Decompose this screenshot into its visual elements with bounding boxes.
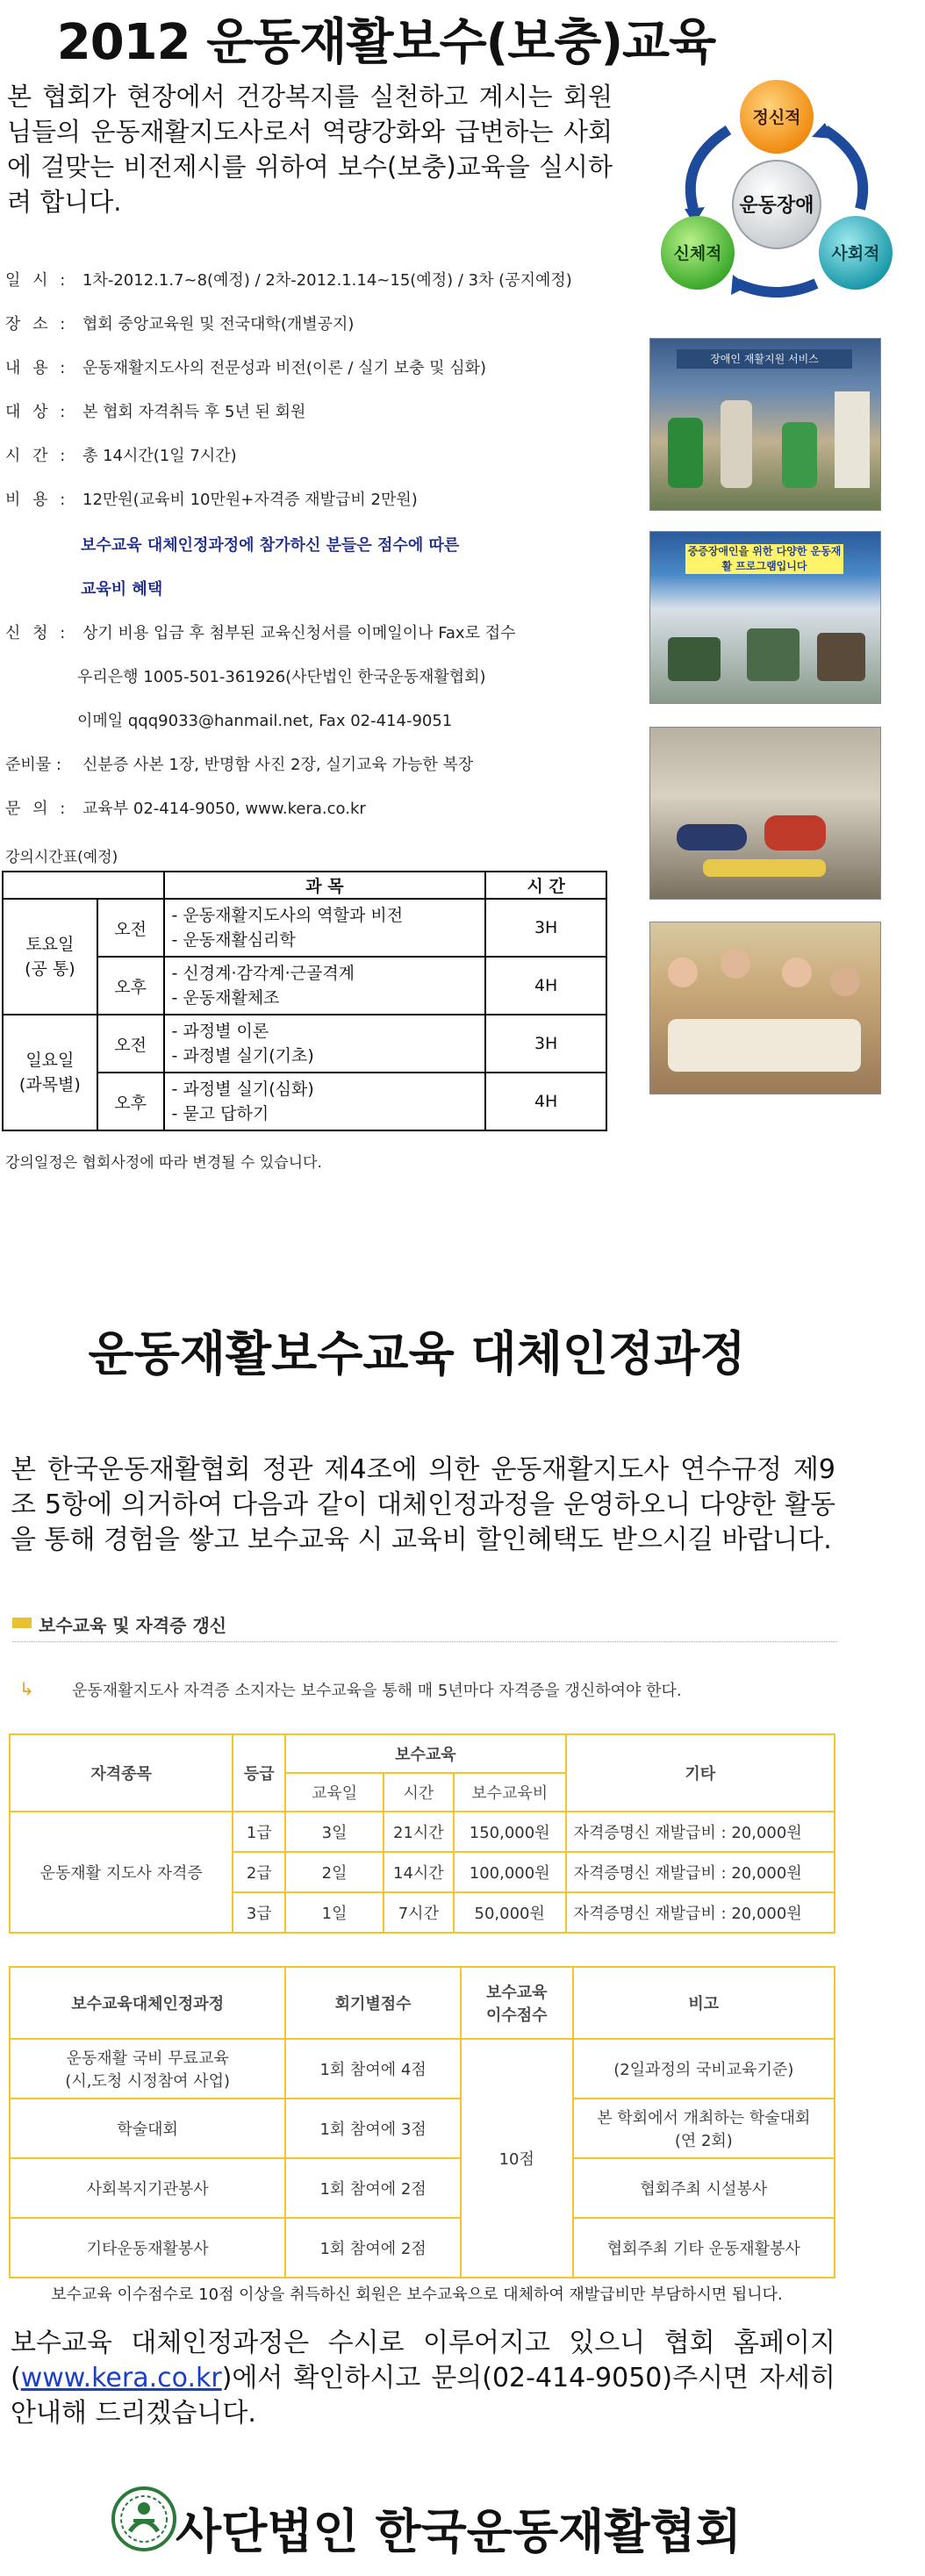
page-title: 2012 운동재활보수(보충)교육 — [56, 14, 716, 71]
grade-table — [9, 1733, 835, 1934]
total-header: 보수교육 이수점수 — [461, 1967, 573, 2039]
photo-group-session — [649, 922, 881, 1094]
note-cell: (2일과정의 국비교육기준) — [573, 2039, 835, 2099]
org-name: 사단법인 한국운동재활협회 — [176, 2504, 742, 2559]
period-cell: 오후 — [97, 1073, 164, 1130]
intro-text: 본 협회가 현장에서 건강복지를 실천하고 계시는 회원님들의 운동재활지도사로서 역량강화와 급변하는 사회에 걸맞는 비전제시를 위하여 보수(보충)교육을 실시하려 합니다. — [7, 82, 613, 217]
subject-header: 과 목 — [164, 872, 486, 899]
grade-cell: 1급 — [233, 1812, 285, 1852]
course-cell: 학술대회 — [10, 2099, 285, 2158]
info-target: 대 상 : 본 협회 자격취득 후 5년 된 회원 — [5, 403, 306, 421]
renewal-notice: 운동재활지도사 자격증 소지자는 보수교육을 통해 매 5년마다 자격증을 갱신하여야 한다. — [72, 1682, 682, 1700]
info-inquiry: 문 의 : 교육부 02-414-9050, www.kera.co.kr — [5, 800, 366, 818]
arrow-icon: ↳ — [19, 1678, 34, 1699]
period-cell: 오전 — [97, 899, 164, 957]
info-date: 일 시 : 1차-2012.1.7~8(예정) / 2차-2012.1.14~15(예정) / 3차 (공지예정) — [5, 271, 572, 290]
hours-cell: 3H — [485, 899, 606, 957]
subject-cell: - 신경계·감각계·근골격계 - 운동재활체조 — [164, 957, 486, 1015]
section2-subhead: 보수교육 및 자격증 갱신 — [39, 1615, 227, 1636]
grade-cell: 3급 — [233, 1892, 285, 1933]
motor-disability-diagram — [645, 77, 908, 314]
info-cost: 비 용 : 12만원(교육비 10만원+자격증 재발급비 2만원) — [5, 491, 418, 509]
days-cell: 2일 — [285, 1852, 384, 1892]
divider — [12, 1641, 837, 1643]
fee-cell: 150,000원 — [454, 1812, 566, 1852]
schedule-table — [2, 871, 607, 1131]
cert-name: 운동재활 지도사 자격증 — [10, 1812, 233, 1933]
info-apply: 신 청 : 상기 비용 입금 후 첨부된 교육신청서를 이메일이나 Fax로 접수 — [5, 624, 516, 642]
period-cell: 오후 — [97, 957, 164, 1015]
course-header: 보수교육대체인정과정 — [10, 1967, 285, 2039]
info-content: 내 용 : 운동재활지도사의 전문성과 비전(이론 / 실기 보충 및 심화) — [5, 359, 487, 377]
grade-header: 등급 — [233, 1734, 285, 1812]
course-cell: 기타운동재활봉사 — [10, 2218, 285, 2278]
days-cell: 3일 — [285, 1812, 384, 1852]
points-cell: 1회 참여에 3점 — [285, 2099, 461, 2158]
cycle-arrow-icon — [737, 283, 816, 292]
note-cell: 협회주최 시설봉사 — [573, 2158, 835, 2218]
note-cell: 협회주최 기타 운동재활봉사 — [573, 2218, 835, 2278]
days-cell: 1일 — [285, 1892, 384, 1933]
subject-cell: - 과정별 실기(심화) - 묻고 답하기 — [164, 1073, 486, 1130]
fee-cell: 100,000원 — [454, 1852, 566, 1892]
points-cell: 1회 참여에 2점 — [285, 2158, 461, 2218]
diagram-center-label: 운동장애 — [739, 195, 814, 217]
day-saturday: 토요일 (공 통) — [3, 899, 97, 1015]
hours-cell: 4H — [485, 1073, 606, 1130]
grade-cell: 2급 — [233, 1852, 285, 1892]
section-marker-icon — [12, 1618, 32, 1628]
days-header: 교육일 — [285, 1773, 384, 1812]
fee-cell: 50,000원 — [454, 1892, 566, 1933]
alt-course-table — [9, 1966, 835, 2278]
hours-cell: 3H — [485, 1015, 606, 1073]
points-cell: 1회 참여에 2점 — [285, 2218, 461, 2278]
info-time: 시 간 : 총 14시간(1일 7시간) — [5, 447, 237, 465]
time-cell: 21시간 — [384, 1812, 454, 1852]
time-cell: 7시간 — [384, 1892, 454, 1933]
time-header: 시간 — [384, 1773, 454, 1812]
benefit-line-2: 교육비 혜택 — [81, 580, 163, 599]
homepage-link[interactable]: www.kera.co.kr — [20, 2363, 222, 2393]
cycle-arrow-icon — [825, 130, 863, 209]
info-bank: 우리은행 1005-501-361926(사단법인 한국운동재활협회) — [77, 668, 486, 686]
points-header: 회기별점수 — [285, 1967, 461, 2039]
time-cell: 14시간 — [384, 1852, 454, 1892]
etc-header: 기타 — [566, 1734, 835, 1812]
photo-caption: 장애인 재활지원 서비스 — [677, 349, 852, 369]
cert-header: 자격종목 — [10, 1734, 233, 1812]
hours-cell: 4H — [485, 957, 606, 1015]
info-prep: 준비물 : 신분증 사본 1장, 반명함 사진 2장, 실기교육 가능한 복장 — [5, 756, 474, 774]
subject-cell: - 운동재활지도사의 역할과 비전 - 운동재활심리학 — [164, 899, 486, 957]
course-cell: 사회복지기관봉사 — [10, 2158, 285, 2218]
etc-cell: 자격증명신 재발급비 : 20,000원 — [566, 1852, 835, 1892]
etc-cell: 자격증명신 재발급비 : 20,000원 — [566, 1812, 835, 1852]
hours-header: 시 간 — [485, 872, 606, 899]
diagram-right-label: 사회적 — [831, 244, 880, 263]
period-cell: 오전 — [97, 1015, 164, 1073]
day-sunday: 일요일 (과목별) — [3, 1015, 97, 1130]
fee-header: 보수교육비 — [454, 1773, 566, 1812]
section2-title: 운동재활보수교육 대체인정과정 — [88, 1326, 746, 1381]
edu-header: 보수교육 — [285, 1734, 565, 1773]
course-cell: 운동재활 국비 무료교육 (시,도청 시정참여 사업) — [10, 2039, 285, 2099]
closing-paragraph: 보수교육 대체인정과정은 수시로 이루어지고 있으니 협회 홈페이지(www.kera.co.kr)에서 확인하시고 문의(02-414-9050)주시면 자세히 안내해 드리겠습니다. — [11, 2328, 835, 2429]
schedule-caption: 강의시간표(예정) — [5, 849, 118, 866]
etc-cell: 자격증명신 재발급비 : 20,000원 — [566, 1892, 835, 1933]
info-place: 장 소 : 협회 중앙교육원 및 전국대학(개별공지) — [5, 315, 355, 334]
cycle-arrow-icon — [691, 130, 728, 209]
section2-paragraph: 본 한국운동재활협회 정관 제4조에 의한 운동재활지도사 연수규정 제9조 5항에 의거하여 다음과 같이 대체인정과정을 운영하오니 다양한 활동을 통해 경험을 쌓고 보수교육 시 교육비 할인혜택도 받으시길 바랍니다. — [11, 1454, 835, 1555]
total-cell: 10점 — [461, 2039, 573, 2278]
photo-rehab-service — [649, 338, 881, 511]
points-cell: 1회 참여에 4점 — [285, 2039, 461, 2099]
subject-cell: - 과정별 이론 - 과정별 실기(기초) — [164, 1015, 486, 1073]
photo-exercise-class — [649, 727, 881, 900]
info-contact: 이메일 qqq9033@hanmail.net, Fax 02-414-9051 — [77, 712, 453, 730]
footnote: 보수교육 이수점수로 10점 이상을 취득하신 회원은 보수교육으로 대체하여 재발급비만 부담하시면 됩니다. — [51, 2285, 783, 2304]
association-logo-icon — [111, 2486, 177, 2552]
diagram-left-label: 신체적 — [673, 244, 722, 263]
photo-program-booth — [649, 531, 881, 704]
benefit-line-1: 보수교육 대체인정과정에 참가하신 분들은 점수에 따른 — [81, 536, 460, 555]
diagram-top-label: 정신적 — [752, 108, 801, 127]
note-cell: 본 학회에서 개최하는 학술대회 (연 2회) — [573, 2099, 835, 2158]
schedule-note: 강의일정은 협회사정에 따라 변경될 수 있습니다. — [5, 1154, 322, 1172]
booth-banner: 중증장애인을 위한 다양한 운동재활 프로그램입니다 — [685, 544, 843, 574]
note-header: 비고 — [573, 1967, 835, 2039]
